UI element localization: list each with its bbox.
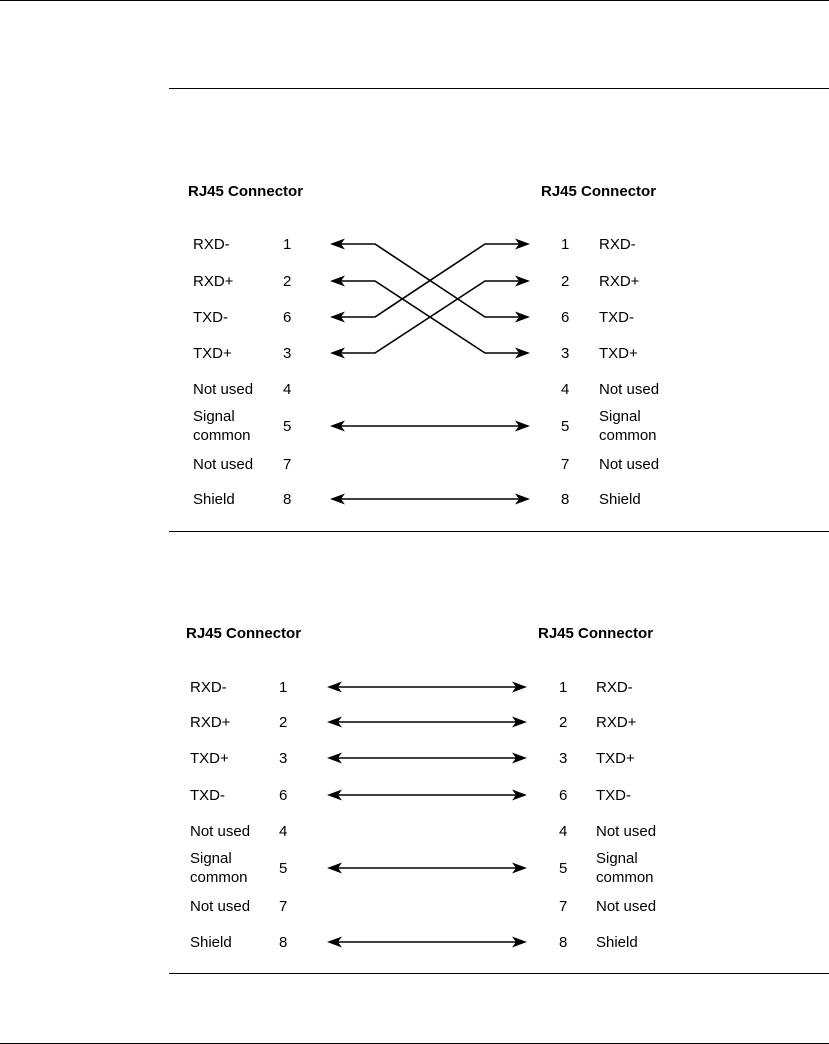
- left-pin-number: 6: [279, 786, 288, 804]
- left-pin-number: 4: [279, 822, 288, 840]
- right-signal-label: TXD-: [596, 786, 631, 804]
- right-signal-label: Shield: [599, 490, 641, 508]
- right-pin-number: 3: [561, 344, 570, 362]
- right-signal-label: TXD+: [599, 344, 638, 362]
- right-connector-title: RJ45 Connector: [538, 625, 654, 642]
- right-signal-label: Not used: [596, 897, 657, 915]
- right-pin-number: 2: [559, 713, 568, 731]
- right-pin-number: 2: [561, 272, 570, 290]
- right-pin-number: 8: [559, 933, 568, 951]
- left-pin-number: 7: [283, 455, 292, 473]
- left-pin-number: 3: [283, 344, 292, 362]
- left-signal-label: RXD+: [190, 713, 231, 731]
- left-signal-label: TXD-: [190, 786, 225, 804]
- left-signal-label: Shield: [193, 490, 235, 508]
- right-connector-title: RJ45 Connector: [541, 183, 657, 200]
- right-pin-number: 4: [561, 380, 570, 398]
- left-pin-number: 2: [279, 713, 288, 731]
- left-signal-label: RXD+: [193, 272, 234, 290]
- right-signal-label: Shield: [596, 933, 638, 951]
- right-signal-label: Not used: [599, 380, 660, 398]
- left-pin-number: 8: [279, 933, 288, 951]
- right-signal-label: RXD-: [596, 678, 633, 696]
- left-signal-label: RXD-: [190, 678, 227, 696]
- right-signal-label: Not used: [599, 455, 660, 473]
- left-signal-label: Not used: [190, 897, 251, 915]
- left-pin-number: 1: [279, 678, 288, 696]
- left-signal-label: RXD-: [193, 235, 230, 253]
- right-pin-number: 5: [561, 417, 570, 435]
- left-signal-label: TXD+: [193, 344, 232, 362]
- left-signal-label: Shield: [190, 933, 232, 951]
- left-pin-number: 2: [283, 272, 292, 290]
- left-pin-number: 3: [279, 749, 288, 767]
- left-signal-label: Signal common: [193, 408, 251, 444]
- left-pin-number: 5: [283, 417, 292, 435]
- left-signal-label: TXD+: [190, 749, 229, 767]
- left-signal-label: Not used: [190, 822, 251, 840]
- left-pin-number: 6: [283, 308, 292, 326]
- left-pin-number: 1: [283, 235, 292, 253]
- right-signal-label: RXD+: [596, 713, 637, 731]
- right-pin-number: 3: [559, 749, 568, 767]
- left-pin-number: 7: [279, 897, 288, 915]
- left-signal-label: Not used: [193, 455, 254, 473]
- right-signal-label: RXD-: [599, 235, 636, 253]
- right-pin-number: 6: [559, 786, 568, 804]
- right-signal-label: Signal common: [596, 850, 654, 886]
- right-signal-label: TXD-: [599, 308, 634, 326]
- right-pin-number: 1: [559, 678, 568, 696]
- right-signal-label: TXD+: [596, 749, 635, 767]
- right-signal-label: RXD+: [599, 272, 640, 290]
- left-pin-number: 5: [279, 859, 288, 877]
- left-connector-title: RJ45 Connector: [188, 183, 304, 200]
- right-pin-number: 1: [561, 235, 570, 253]
- left-signal-label: TXD-: [193, 308, 228, 326]
- left-signal-label: Signal common: [190, 850, 248, 886]
- right-pin-number: 4: [559, 822, 568, 840]
- right-signal-label: Not used: [596, 822, 657, 840]
- left-pin-number: 4: [283, 380, 292, 398]
- right-pin-number: 8: [561, 490, 570, 508]
- right-pin-number: 7: [559, 897, 568, 915]
- right-pin-number: 5: [559, 859, 568, 877]
- right-pin-number: 7: [561, 455, 570, 473]
- left-signal-label: Not used: [193, 380, 254, 398]
- left-pin-number: 8: [283, 490, 292, 508]
- right-pin-number: 6: [561, 308, 570, 326]
- right-signal-label: Signal common: [599, 408, 657, 444]
- left-connector-title: RJ45 Connector: [186, 625, 302, 642]
